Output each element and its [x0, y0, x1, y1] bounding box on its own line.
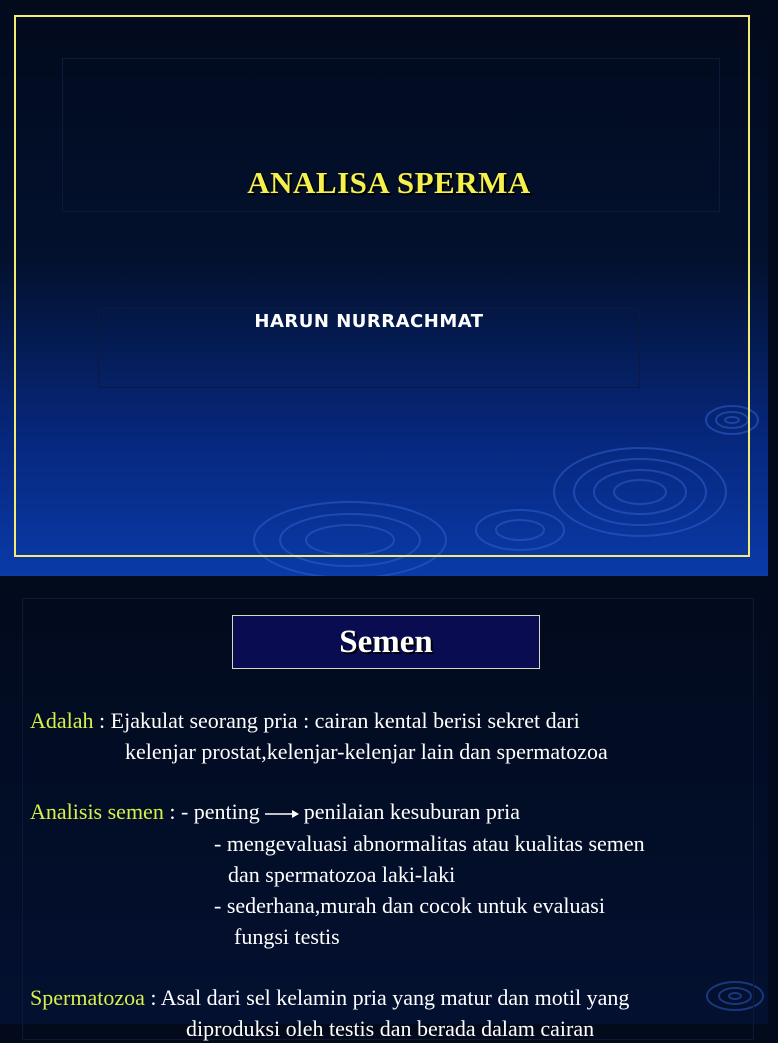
- analisis-text-post: penilaian kesuburan pria: [303, 799, 521, 824]
- term-analisis-semen: Analisis semen: [30, 799, 164, 824]
- analisis-line-5: fungsi testis: [234, 924, 340, 949]
- analisis-line-4: - sederhana,murah dan cocok untuk evaluasi: [214, 893, 605, 918]
- analisis-line-1: [30, 798, 520, 826]
- term-spermatozoa: Spermatozoa: [30, 985, 145, 1010]
- analisis-text-pre: : - penting: [163, 799, 260, 824]
- slide-title: ANALISA SPERMA: [247, 165, 531, 200]
- author-name: HARUN NURRACHMAT: [254, 311, 484, 332]
- right-arrow-icon: [264, 809, 300, 819]
- heading-box: [232, 615, 540, 669]
- spermatozoa-text: : Asal dari sel kelamin pria yang matur dan motil yang: [144, 985, 630, 1010]
- term-adalah: Adalah: [30, 708, 94, 733]
- analisis-line-2: - mengevaluasi abnormalitas atau kualitas semen: [214, 831, 645, 856]
- slide-heading: Semen: [339, 624, 433, 660]
- analisis-line-3: dan spermatozoa laki-laki: [228, 862, 456, 887]
- spermatozoa-line-2: diproduksi oleh testis dan berada dalam cairan: [186, 1016, 595, 1041]
- spermatozoa-line-1: [30, 984, 629, 1012]
- definition-text: : Ejakulat seorang pria : cairan kental berisi sekret dari: [93, 708, 580, 733]
- content-slide: [0, 576, 768, 1041]
- definition-line-2: kelenjar prostat,kelenjar-kelenjar lain dan spermatozoa: [125, 739, 608, 764]
- definition-line-1: [30, 707, 580, 735]
